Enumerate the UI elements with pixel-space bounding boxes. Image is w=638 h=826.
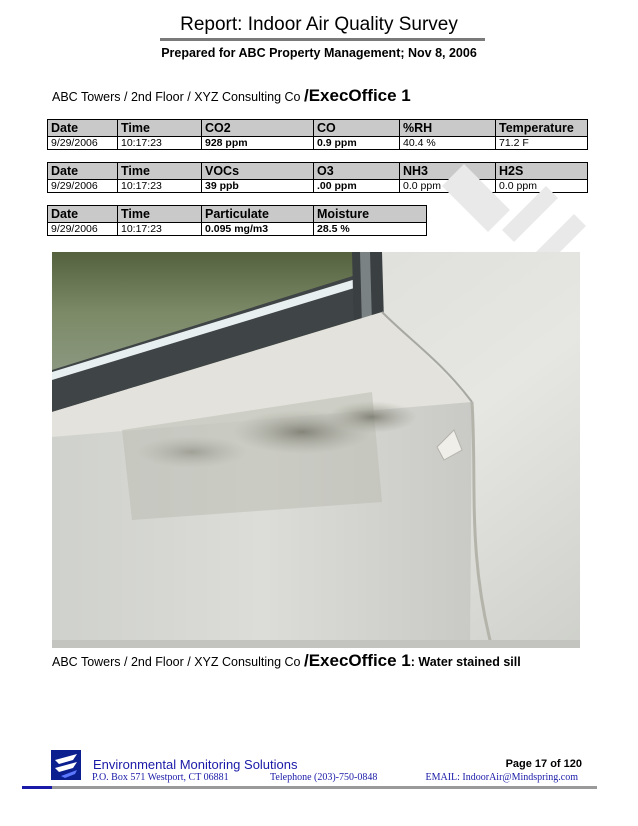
table-header-row [48, 206, 427, 223]
company-phone: Telephone (203)-750-0848 [270, 772, 378, 783]
header-co2: CO2 [202, 120, 314, 137]
caption-path: ABC Towers / 2nd Floor / XYZ Consulting Co [52, 655, 304, 669]
header-vocs: VOCs [202, 163, 314, 180]
cell-nh3: 0.0 ppm [400, 180, 496, 193]
location-line [52, 86, 411, 106]
caption-office: /ExecOffice 1 [303, 651, 411, 670]
company-email: EMAIL: IndoorAir@Mindspring.com [425, 772, 578, 783]
cell-vocs: 39 ppb [202, 180, 314, 193]
header-particulate: Particulate [202, 206, 314, 223]
cell-rh: 40.4 % [400, 137, 496, 150]
location-office: /ExecOffice 1 [303, 86, 411, 105]
table-row [48, 223, 427, 236]
company-logo-icon [51, 750, 81, 780]
report-subtitle: Prepared for ABC Property Management; Nov 8, 2006 [161, 46, 477, 60]
cell-particulate: 0.095 mg/m3 [202, 223, 314, 236]
header-co: CO [314, 120, 400, 137]
company-address: P.O. Box 571 Westport, CT 06881 [92, 772, 229, 783]
table-row [48, 137, 588, 150]
header-time: Time [118, 163, 202, 180]
cell-time: 10:17:23 [118, 223, 202, 236]
location-path: ABC Towers / 2nd Floor / XYZ Consulting Co [52, 90, 304, 104]
header-temperature: Temperature [496, 120, 588, 137]
header-time: Time [118, 206, 202, 223]
cell-co2: 928 ppm [202, 137, 314, 150]
company-name: Environmental Monitoring Solutions [93, 757, 298, 772]
header-nh3: NH3 [400, 163, 496, 180]
cell-time: 10:17:23 [118, 137, 202, 150]
readings-table-3 [47, 205, 427, 236]
footer-divider [22, 786, 597, 789]
table-header-row [48, 120, 588, 137]
cell-date: 9/29/2006 [48, 137, 118, 150]
readings-table-1 [47, 119, 588, 150]
title-divider [160, 38, 485, 41]
header-moisture: Moisture [314, 206, 427, 223]
cell-time: 10:17:23 [118, 180, 202, 193]
header-h2s: H2S [496, 163, 588, 180]
footer-divider-accent [22, 786, 52, 789]
header-date: Date [48, 120, 118, 137]
photo-caption [52, 651, 521, 671]
header-time: Time [118, 120, 202, 137]
caption-description: : Water stained sill [410, 655, 521, 669]
header-date: Date [48, 163, 118, 180]
cell-temperature: 71.2 F [496, 137, 588, 150]
cell-o3: .00 ppm [314, 180, 400, 193]
report-title: Report: Indoor Air Quality Survey [180, 14, 458, 35]
cell-moisture: 28.5 % [314, 223, 427, 236]
cell-date: 9/29/2006 [48, 223, 118, 236]
cell-h2s: 0.0 ppm [496, 180, 588, 193]
header-rh: %RH [400, 120, 496, 137]
header-date: Date [48, 206, 118, 223]
header-o3: O3 [314, 163, 400, 180]
cell-date: 9/29/2006 [48, 180, 118, 193]
window-sill-photo [52, 252, 580, 648]
cell-co: 0.9 ppm [314, 137, 400, 150]
page-number: Page 17 of 120 [505, 758, 582, 770]
